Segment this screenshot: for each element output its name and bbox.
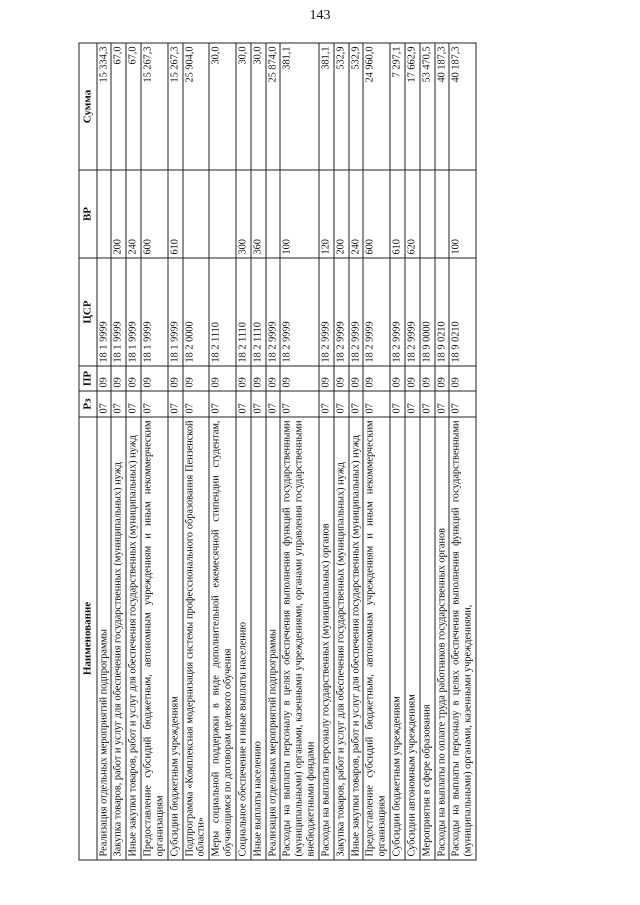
cell-vr: 360 xyxy=(251,170,266,258)
cell-name: Предоставление субсидий бюджетным, автономным учреждениям и иным некоммерческим организациям xyxy=(363,417,390,860)
cell-rz: 07 xyxy=(405,391,420,417)
cell-pr: 09 xyxy=(363,366,390,391)
table-body xyxy=(97,43,476,860)
cell-name: Иные выплаты населению xyxy=(251,417,266,860)
header-name: Наименование xyxy=(79,417,97,860)
cell-vr: 200 xyxy=(334,170,349,258)
cell-csr: 18 2 9999 xyxy=(319,258,334,366)
header-csr: ЦСР xyxy=(79,258,97,366)
cell-pr: 09 xyxy=(319,366,334,391)
cell-rz: 07 xyxy=(111,391,126,417)
cell-sum: 67,0 xyxy=(126,43,141,170)
cell-csr: 18 9 0210 xyxy=(435,258,450,366)
table-row xyxy=(363,43,390,860)
table-row xyxy=(111,43,126,860)
table-row xyxy=(209,43,236,860)
cell-vr: 240 xyxy=(126,170,141,258)
table-row xyxy=(349,43,364,860)
cell-name: Предоставление субсидий бюджетным, автономным учреждениям и иным некоммерческим организациям xyxy=(141,417,168,860)
cell-rz: 07 xyxy=(363,391,390,417)
cell-vr: 120 xyxy=(319,170,334,258)
cell-name: Реализация отдельных мероприятий подпрограммы xyxy=(97,417,112,860)
cell-csr: 18 2 9999 xyxy=(334,258,349,366)
cell-pr: 09 xyxy=(126,366,141,391)
table-row xyxy=(97,43,112,860)
table-row xyxy=(435,43,450,860)
cell-sum: 30,0 xyxy=(251,43,266,170)
table-row xyxy=(420,43,435,860)
cell-csr: 18 2 9999 xyxy=(349,258,364,366)
cell-name: Социальное обеспечение и иные выплаты населению xyxy=(236,417,251,860)
cell-sum: 53 470,5 xyxy=(420,43,435,170)
cell-rz: 07 xyxy=(183,391,210,417)
cell-vr xyxy=(435,170,450,258)
cell-rz: 07 xyxy=(266,391,281,417)
cell-sum: 67,0 xyxy=(111,43,126,170)
table-row xyxy=(280,43,318,860)
cell-pr: 09 xyxy=(390,366,405,391)
cell-vr: 600 xyxy=(141,170,168,258)
cell-rz: 07 xyxy=(449,391,476,417)
table-row xyxy=(405,43,420,860)
cell-rz: 07 xyxy=(349,391,364,417)
rotated-page-content xyxy=(79,44,563,861)
cell-pr: 09 xyxy=(209,366,236,391)
table-row xyxy=(168,43,183,860)
cell-name: Иные закупки товаров, работ и услуг для обеспечения государственных (муниципальных) нужд xyxy=(349,417,364,860)
cell-name: Расходы на выплаты по оплате труда работников государственных органов xyxy=(435,417,450,860)
cell-pr: 09 xyxy=(251,366,266,391)
cell-sum: 381,1 xyxy=(319,43,334,170)
cell-sum: 40 187,3 xyxy=(435,43,450,170)
cell-pr: 09 xyxy=(111,366,126,391)
cell-vr: 610 xyxy=(390,170,405,258)
cell-csr: 18 1 9999 xyxy=(111,258,126,366)
cell-sum: 532,9 xyxy=(349,43,364,170)
cell-rz: 07 xyxy=(168,391,183,417)
cell-vr xyxy=(266,170,281,258)
cell-pr: 09 xyxy=(405,366,420,391)
header-row xyxy=(79,43,97,860)
table-row xyxy=(126,43,141,860)
cell-sum: 40 187,3 xyxy=(449,43,476,170)
cell-rz: 07 xyxy=(390,391,405,417)
cell-sum: 15 267,3 xyxy=(141,43,168,170)
cell-csr: 18 1 9999 xyxy=(141,258,168,366)
cell-name: Закупка товаров, работ и услуг для обеспечения государственных (муниципальных) нужд xyxy=(111,417,126,860)
header-vr: ВР xyxy=(79,170,97,258)
cell-sum: 381,1 xyxy=(280,43,318,170)
page-number: 143 xyxy=(309,8,331,23)
cell-rz: 07 xyxy=(209,391,236,417)
cell-vr xyxy=(420,170,435,258)
cell-name: Расходы на выплаты персоналу в целях обеспечения выполнения функций государственными (муниципальными) органами, казенными учреждениями, xyxy=(449,417,476,860)
cell-rz: 07 xyxy=(251,391,266,417)
cell-name: Расходы на выплаты персоналу государственных (муниципальных) органов xyxy=(319,417,334,860)
cell-rz: 07 xyxy=(420,391,435,417)
cell-vr: 600 xyxy=(363,170,390,258)
cell-csr: 18 9 0210 xyxy=(449,258,476,366)
cell-name: Закупка товаров, работ и услуг для обеспечения государственных (муниципальных) нужд xyxy=(334,417,349,860)
cell-vr: 610 xyxy=(168,170,183,258)
cell-csr: 18 2 9999 xyxy=(280,258,318,366)
cell-csr: 18 2 9999 xyxy=(266,258,281,366)
budget-table xyxy=(79,43,477,861)
cell-vr: 620 xyxy=(405,170,420,258)
cell-vr xyxy=(97,170,112,258)
cell-pr: 09 xyxy=(435,366,450,391)
cell-csr: 18 2 9999 xyxy=(390,258,405,366)
cell-vr xyxy=(209,170,236,258)
cell-sum: 30,0 xyxy=(209,43,236,170)
cell-sum: 25 904,0 xyxy=(183,43,210,170)
cell-vr: 100 xyxy=(449,170,476,258)
table-row xyxy=(449,43,476,860)
header-rz: Рз xyxy=(79,391,97,417)
cell-vr: 300 xyxy=(236,170,251,258)
cell-name: Реализация отдельных мероприятий подпрограммы xyxy=(266,417,281,860)
cell-sum: 532,9 xyxy=(334,43,349,170)
cell-pr: 09 xyxy=(280,366,318,391)
cell-name: Иные закупки товаров, работ и услуг для обеспечения государственных (муниципальных) нужд xyxy=(126,417,141,860)
header-sum: Сумма xyxy=(79,43,97,170)
cell-pr: 09 xyxy=(97,366,112,391)
cell-csr: 18 1 9999 xyxy=(168,258,183,366)
cell-pr: 09 xyxy=(266,366,281,391)
table-row xyxy=(266,43,281,860)
cell-sum: 15 267,3 xyxy=(168,43,183,170)
table-row xyxy=(251,43,266,860)
cell-csr: 18 1 9999 xyxy=(126,258,141,366)
cell-csr: 18 2 9999 xyxy=(405,258,420,366)
cell-sum: 15 334,3 xyxy=(97,43,112,170)
cell-sum: 24 960,0 xyxy=(363,43,390,170)
cell-name: Субсидии бюджетным учреждениям xyxy=(168,417,183,860)
cell-csr: 18 1 9999 xyxy=(97,258,112,366)
cell-name: Субсидии бюджетным учреждениям xyxy=(390,417,405,860)
table-row xyxy=(183,43,210,860)
cell-sum: 30,0 xyxy=(236,43,251,170)
cell-rz: 07 xyxy=(280,391,318,417)
cell-csr: 18 2 1110 xyxy=(251,258,266,366)
cell-pr: 09 xyxy=(334,366,349,391)
cell-rz: 07 xyxy=(236,391,251,417)
cell-rz: 07 xyxy=(141,391,168,417)
cell-vr xyxy=(183,170,210,258)
cell-rz: 07 xyxy=(97,391,112,417)
cell-vr: 240 xyxy=(349,170,364,258)
header-pr: ПР xyxy=(79,366,97,391)
table-row xyxy=(141,43,168,860)
cell-name: Меры социальной поддержки в виде дополнительной ежемесячной стипендии студентам, обучающимся по договорам целевого обучения xyxy=(209,417,236,860)
cell-csr: 18 2 0000 xyxy=(183,258,210,366)
cell-vr: 100 xyxy=(280,170,318,258)
cell-name: Субсидии автономным учреждениям xyxy=(405,417,420,860)
cell-vr: 200 xyxy=(111,170,126,258)
cell-csr: 18 2 9999 xyxy=(363,258,390,366)
table-row xyxy=(319,43,334,860)
cell-rz: 07 xyxy=(126,391,141,417)
cell-rz: 07 xyxy=(334,391,349,417)
cell-name: Мероприятия в сфере образования xyxy=(420,417,435,860)
cell-pr: 09 xyxy=(141,366,168,391)
table-row xyxy=(334,43,349,860)
cell-csr: 18 2 1110 xyxy=(209,258,236,366)
cell-pr: 09 xyxy=(349,366,364,391)
cell-pr: 09 xyxy=(183,366,210,391)
cell-sum: 25 874,0 xyxy=(266,43,281,170)
cell-rz: 07 xyxy=(435,391,450,417)
cell-csr: 18 2 1110 xyxy=(236,258,251,366)
cell-pr: 09 xyxy=(168,366,183,391)
table-row xyxy=(390,43,405,860)
cell-sum: 17 662,9 xyxy=(405,43,420,170)
cell-name: Подпрограмма «Комплексная модернизация системы профессионального образования Пензенской области» xyxy=(183,417,210,860)
cell-pr: 09 xyxy=(236,366,251,391)
cell-csr: 18 9 0000 xyxy=(420,258,435,366)
table-row xyxy=(236,43,251,860)
table-header xyxy=(79,43,97,860)
cell-sum: 7 297,1 xyxy=(390,43,405,170)
cell-name: Расходы на выплаты персоналу в целях обеспечения выполнения функций государственными (муниципальными) органами, казенными учреждениями, органами управления государственными внебюджетными фондами xyxy=(280,417,318,860)
cell-pr: 09 xyxy=(420,366,435,391)
cell-rz: 07 xyxy=(319,391,334,417)
cell-pr: 09 xyxy=(449,366,476,391)
